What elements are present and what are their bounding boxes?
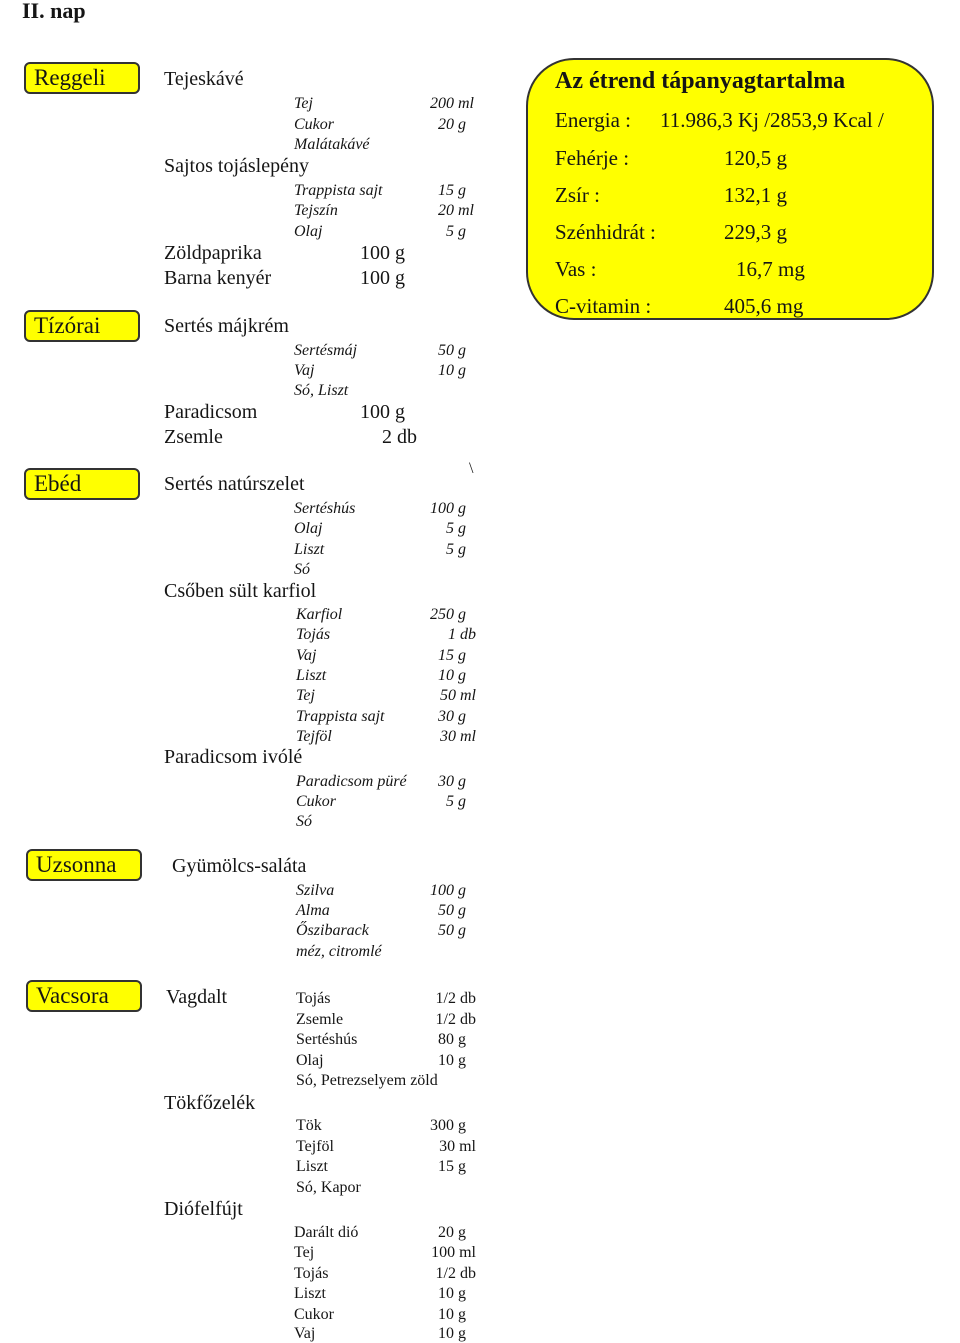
ingredient-qty: 10 g [438, 362, 466, 379]
ingredient-qty: 20 g [438, 1224, 466, 1241]
ingredient-name: Tej [294, 1244, 315, 1261]
ingredient-name: Liszt [294, 1285, 326, 1302]
dish-zoldpaprika: Zöldpaprika [164, 242, 262, 264]
ingredient-qty: 10 g [438, 1325, 466, 1342]
ingredient-qty: 1/2 db [435, 1011, 476, 1028]
dish-gyumolcs-salata: Gyümölcs-saláta [172, 855, 307, 877]
ingredient-name: Vaj [294, 1325, 316, 1342]
ingredient-qty: 50 ml [440, 687, 476, 704]
ingredient-name: Zsemle [296, 1011, 344, 1028]
nutrition-value-vitamin-c: 405,6 mg [724, 294, 804, 318]
dish-sertes-naturszelet: Sertés natúrszelet [164, 473, 305, 495]
ingredient-name: Tojás [296, 626, 331, 643]
ingredient-name: Tejszín [294, 202, 338, 219]
dish-qty: 100 g [360, 401, 405, 423]
ingredient-qty: 10 g [438, 667, 466, 684]
ingredient-name: Só, Liszt [294, 382, 349, 399]
nutrition-label-carbohydrate: Szénhidrát : [555, 220, 656, 244]
ingredient-name: Karfiol [296, 606, 343, 623]
nutrition-value-fat: 132,1 g [724, 183, 787, 207]
ingredient-name: Darált dió [294, 1224, 359, 1241]
ingredient-qty: 250 g [430, 606, 466, 623]
ingredient-name: Cukor [294, 116, 334, 133]
meal-label-dinner: Vacsora [26, 980, 142, 1012]
ingredient-name: Sertésmáj [294, 342, 358, 359]
ingredient-name: Vaj [296, 647, 317, 664]
meal-label-lunch: Ebéd [24, 468, 140, 500]
ingredient-qty: 30 ml [439, 1138, 476, 1155]
ingredient-qty: 10 g [438, 1306, 466, 1323]
ingredient-qty: 1/2 db [435, 1265, 476, 1282]
ingredient-name: Őszibarack [296, 922, 369, 939]
ingredient-qty: 80 g [438, 1031, 466, 1048]
nutrition-label-fat: Zsír : [555, 183, 600, 207]
ingredient-name: Tök [296, 1117, 322, 1134]
ingredient-qty: 15 g [438, 1158, 466, 1175]
nutrition-label-energy: Energia : [555, 108, 632, 132]
dish-qty: 2 db [382, 426, 417, 448]
dish-barna-kenyer: Barna kenyér [164, 267, 272, 289]
ingredient-name: Malátakávé [294, 136, 370, 153]
nutrition-label-protein: Fehérje : [555, 146, 630, 170]
nutrition-title: Az étrend tápanyagtartalma [555, 68, 846, 94]
day-title: II. nap [22, 0, 86, 23]
dish-paradicsom: Paradicsom [164, 401, 258, 423]
ingredient-qty: 10 g [438, 1285, 466, 1302]
nutrition-label-vitamin-c: C-vitamin : [555, 294, 652, 318]
ingredient-qty: 1/2 db [435, 990, 476, 1007]
nutrition-summary-box [526, 58, 934, 320]
ingredient-name: Sertéshús [294, 500, 356, 517]
nutrition-label-iron: Vas : [555, 257, 597, 281]
ingredient-qty: 100 g [430, 500, 466, 517]
ingredient-qty: 100 ml [431, 1244, 476, 1261]
ingredient-name: Cukor [294, 1306, 334, 1323]
ingredient-qty: 1 db [448, 626, 476, 643]
ingredient-name: Tejföl [296, 728, 332, 745]
dish-sajtos-tojaslepeny: Sajtos tojáslepény [164, 155, 309, 177]
ingredient-name: Só [294, 561, 310, 578]
dish-qty: 100 g [360, 267, 405, 289]
ingredient-name: Trappista sajt [296, 708, 385, 725]
ingredient-qty: 5 g [446, 793, 466, 810]
ingredient-name: Sertéshús [296, 1031, 358, 1048]
ingredient-name: Trappista sajt [294, 182, 383, 199]
ingredient-name: Só, Petrezselyem zöld [296, 1072, 438, 1089]
ingredient-qty: 15 g [438, 647, 466, 664]
ingredient-name: Alma [296, 902, 330, 919]
ingredient-name: Olaj [294, 223, 323, 240]
ingredient-qty: 30 g [438, 773, 466, 790]
ingredient-qty: 30 ml [440, 728, 476, 745]
dish-tejeskave: Tejeskávé [164, 68, 244, 90]
ingredient-name: Vaj [294, 362, 315, 379]
ingredient-qty: 15 g [438, 182, 466, 199]
ingredient-name: Liszt [294, 541, 325, 558]
ingredient-qty: 5 g [446, 223, 466, 240]
ingredient-name: Só [296, 813, 312, 830]
ingredient-name: Olaj [294, 520, 323, 537]
ingredient-qty: 50 g [438, 902, 466, 919]
ingredient-name: Liszt [296, 667, 327, 684]
ingredient-qty: 50 g [438, 342, 466, 359]
nutrition-value-energy: 11.986,3 Kj /2853,9 Kcal / [660, 108, 884, 132]
ingredient-name: Tejföl [296, 1138, 334, 1155]
dish-vagdalt: Vagdalt [166, 986, 228, 1008]
dish-diofelfujt: Diófelfújt [164, 1198, 243, 1220]
dish-paradicsom-ivole: Paradicsom ivólé [164, 746, 303, 768]
ingredient-name: Cukor [296, 793, 336, 810]
ingredient-name: Tojás [296, 990, 331, 1007]
ingredient-qty: 20 ml [438, 202, 474, 219]
ingredient-qty: 5 g [446, 520, 466, 537]
ingredient-qty: 10 g [438, 1052, 466, 1069]
stray-mark: \ [469, 460, 474, 477]
ingredient-name: méz, citromlé [296, 943, 382, 960]
ingredient-qty: 200 ml [430, 95, 474, 112]
dish-sertes-majkrem: Sertés májkrém [164, 315, 289, 337]
meal-label-snack2: Uzsonna [26, 849, 142, 881]
nutrition-value-iron: 16,7 mg [736, 257, 805, 281]
dish-qty: 100 g [360, 242, 405, 264]
ingredient-name: Só, Kapor [296, 1179, 361, 1196]
nutrition-value-carbohydrate: 229,3 g [724, 220, 787, 244]
nutrition-value-protein: 120,5 g [724, 146, 787, 170]
ingredient-name: Tej [294, 95, 313, 112]
ingredient-name: Olaj [296, 1052, 324, 1069]
ingredient-name: Szilva [296, 882, 335, 899]
ingredient-qty: 100 g [430, 882, 466, 899]
ingredient-qty: 5 g [446, 541, 466, 558]
ingredient-name: Liszt [296, 1158, 328, 1175]
dish-tokfozelek: Tökfőzelék [164, 1092, 256, 1114]
ingredient-qty: 50 g [438, 922, 466, 939]
dish-zsemle: Zsemle [164, 426, 223, 448]
ingredient-name: Paradicsom püré [296, 773, 407, 790]
ingredient-name: Tojás [294, 1265, 329, 1282]
ingredient-qty: 300 g [430, 1117, 466, 1134]
ingredient-qty: 20 g [438, 116, 466, 133]
ingredient-name: Tej [296, 687, 315, 704]
dish-csoben-sult-karfiol: Csőben sült karfiol [164, 580, 317, 602]
meal-label-breakfast: Reggeli [24, 62, 140, 94]
ingredient-qty: 30 g [438, 708, 466, 725]
meal-label-snack1: Tízórai [24, 310, 140, 342]
